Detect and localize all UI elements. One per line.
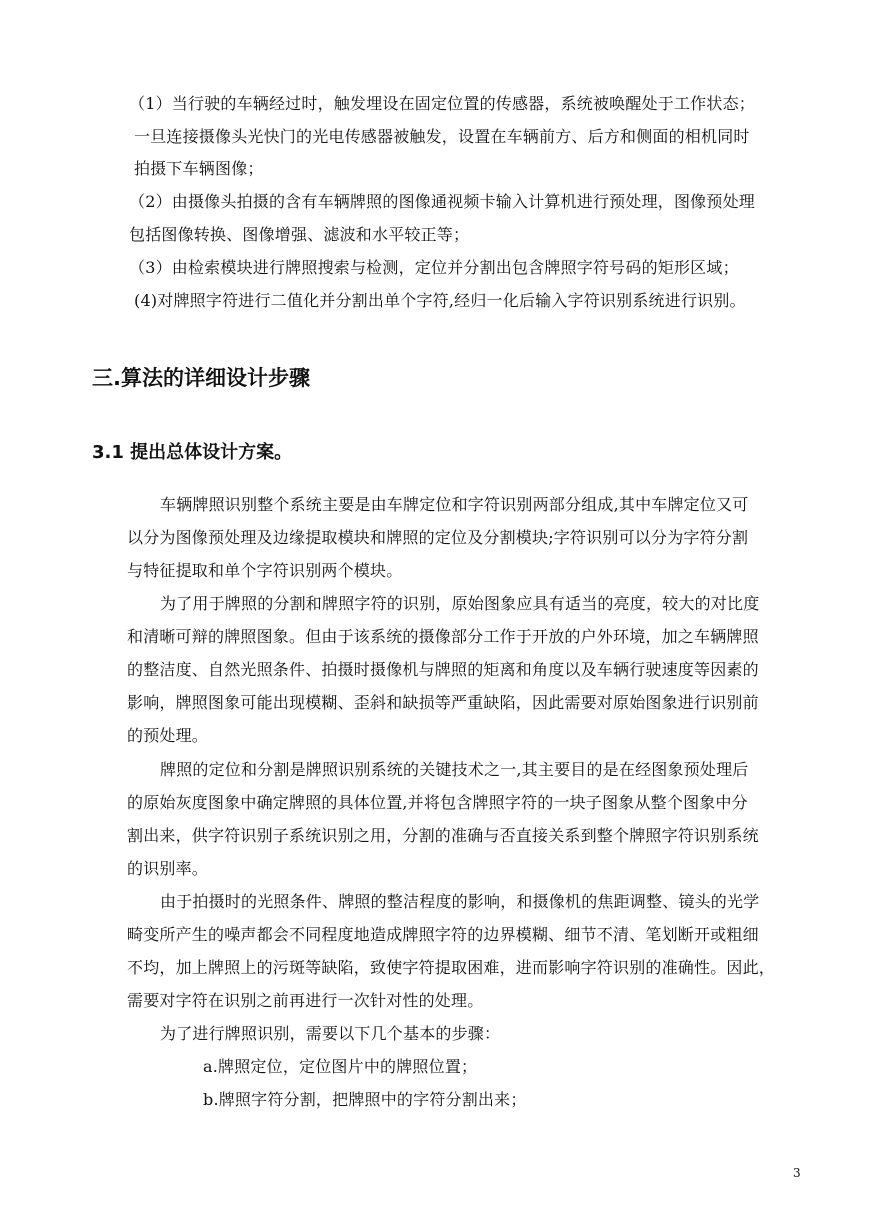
step-item: a.牌照定位，定位图片中的牌照位置； <box>203 1057 478 1076</box>
list-item-line: 包括图像转换、图像增强、滤波和水平较正等； <box>129 225 470 244</box>
list-item-line: 一旦连接摄像头光快门的光电传感器被触发，设置在车辆前方、后方和侧面的相机同时 <box>134 127 750 146</box>
paragraph-line: 不均，加上牌照上的污斑等缺陷，致使字符提取困难，进而影响字符识别的准确性。因此， <box>127 958 776 977</box>
list-item-line: (4)对牌照字符进行二值化并分割出单个字符,经归一化后输入字符识别系统进行识别。 <box>134 291 746 310</box>
paragraph-line: 的整洁度、自然光照条件、拍摄时摄像机与牌照的矩离和角度以及车辆行驶速度等因素的 <box>127 660 759 679</box>
paragraph-line: 为了进行牌照识别，需要以下几个基本的步骤： <box>160 1024 501 1043</box>
paragraph-line: 需要对字符在识别之前再进行一次针对性的处理。 <box>127 991 484 1010</box>
paragraph-line: 的识别率。 <box>127 859 209 878</box>
paragraph-line: 割出来，供字符识别子系统识别之用，分割的准确与否直接关系到整个牌照字符识别系统 <box>127 826 759 845</box>
list-item-line: （2）由摄像头拍摄的含有车辆牌照的图像通视频卡输入计算机进行预处理，图像预处理 <box>129 192 755 211</box>
paragraph-line: 的预处理。 <box>127 726 209 745</box>
step-item: b.牌照字符分割，把牌照中的字符分割出来； <box>203 1090 527 1109</box>
paragraph-line: 畸变所产生的噪声都会不同程度地造成牌照字符的边界模糊、细节不清、笔划断开或粗细 <box>127 925 759 944</box>
page-number: 3 <box>793 1166 801 1180</box>
paragraph-line: 为了用于牌照的分割和牌照字符的识别，原始图象应具有适当的亮度，较大的对比度 <box>160 594 760 613</box>
paragraph-line: 牌照的定位和分割是牌照识别系统的关键技术之一,其主要目的是在经图象预处理后 <box>160 760 749 779</box>
paragraph-line: 以分为图像预处理及边缘提取模块和牌照的定位及分割模块;字符识别可以分为字符分割 <box>127 528 749 547</box>
section-heading: 三.算法的详细设计步骤 <box>92 366 310 390</box>
paragraph-line: 和清晰可辩的牌照图象。但由于该系统的摄像部分工作于开放的户外环境，加之车辆牌照 <box>127 627 759 646</box>
paragraph-line: 的原始灰度图象中确定牌照的具体位置,并将包含牌照字符的一块子图象从整个图象中分 <box>127 793 748 812</box>
list-item-line: （3）由检索模块进行牌照搜索与检测，定位并分割出包含牌照字符号码的矩形区域； <box>129 258 739 277</box>
subsection-heading: 3.1 提出总体设计方案。 <box>92 442 293 463</box>
paragraph-line: 影响，牌照图象可能出现模糊、歪斜和缺损等严重缺陷，因此需要对原始图象进行识别前 <box>127 693 759 712</box>
paragraph-line: 与特征提取和单个字符识别两个模块。 <box>127 561 403 580</box>
list-item-line: （1）当行驶的车辆经过时，触发埋设在固定位置的传感器，系统被唤醒处于工作状态； <box>129 94 755 113</box>
list-item-line: 拍摄下车辆图像； <box>134 159 264 178</box>
paragraph-line: 由于拍摄时的光照条件、牌照的整洁程度的影响，和摄像机的焦距调整、镜头的光学 <box>160 892 760 911</box>
paragraph-line: 车辆牌照识别整个系统主要是由车牌定位和字符识别两部分组成,其中车牌定位又可 <box>160 495 749 514</box>
